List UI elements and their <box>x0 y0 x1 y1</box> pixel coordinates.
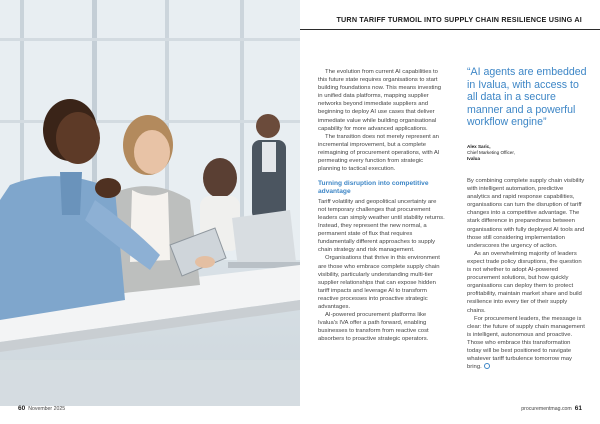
office-meeting-illustration <box>0 0 300 406</box>
article-column-2 <box>467 177 585 371</box>
quote-role: Chief Marketing Officer, <box>467 150 515 155</box>
col2-paragraph-2: As an overwhelming majority of leaders expect trade policy disruptions, the question is not whether to adopt AI-powered procurement solutions, but how quickly organisations can deploy them to protect profitability, maintain market share and build resilience into every tier of their supply chains. <box>467 250 582 314</box>
quote-attribution <box>467 144 591 162</box>
col1-paragraph-4: Organisations that thrive in this environment are those who embrace complete supply chain visibility, particularly understanding multi-tier supplier relationships that can expose hidden tariff impacts and leverage AI to transform reactive processes into proactive strategic advantages. <box>318 255 440 311</box>
folio-left <box>18 406 65 412</box>
folio-right <box>521 406 582 412</box>
col1-paragraph-1: The evolution from current AI capabilities to this future state requires organisations to start building foundations now. This means investing in unified data platforms, mapping supplier networks beyond immediate suppliers and beginning to deploy AI use cases that deliver immediate value while building organisational capability for more advanced applications. <box>318 69 442 132</box>
header-rule <box>300 29 600 30</box>
left-page-number: 60 <box>18 405 26 412</box>
running-header: TURN TARIFF TURMOIL INTO SUPPLY CHAIN RESILIENCE USING AI <box>336 15 582 24</box>
col2-paragraph-3 <box>467 315 585 372</box>
right-page-number: 61 <box>574 405 582 412</box>
col1-paragraph-2: The transition does not merely represent an incremental improvement, but a complete reimagining of procurement operations, with AI permeating every function from strategic planning to tactical execution. <box>318 133 440 173</box>
pull-quote: “AI agents are embedded in Ivalua, with access to all data in a secure manner and a powerful workflow engine” <box>467 66 587 129</box>
section-subheading: Turning disruption into competitive advantage <box>318 180 429 196</box>
issue-date: November 2025 <box>28 406 66 412</box>
quote-name: Alex Saric, <box>467 144 491 149</box>
article-end-icon <box>484 363 490 369</box>
article-column-1 <box>318 68 446 344</box>
quote-company: Ivalua <box>467 156 481 161</box>
col2-paragraph-1: By combining complete supply chain visibility with intelligent automation, predictive analytics and rapid response capabilities, organisations can turn the disruption of tariff changes into a competitive advantage. The stark difference in preparedness between organisations with fully deployed AI tools and those still considering implementation underscores the urgency of action. <box>467 178 585 249</box>
col1-paragraph-3: Tariff volatility and geopolitical uncertainty are not temporary challenges that procurement leaders can simply weather until stability returns. Instead, they represent the new normal, a permanent state of flux that requires fundamentally different approaches to supply chain strategy and risk management. <box>318 198 445 254</box>
site-name: procurementmag.com <box>521 406 572 412</box>
col2-paragraph-3-text: For procurement leaders, the message is clear: the future of supply chain management is intelligent, autonomous and proactive. Those who embrace this transformation today will be best positioned to navigate whatever tariff turbulence tomorrow may bring. <box>467 315 585 371</box>
office-meeting-photo <box>0 0 300 406</box>
col1-paragraph-5: AI-powered procurement platforms like Ivalua's IVA offer a path forward, enabling businesses to transform from reactive cost absorbers to proactive strategic operators. <box>318 312 429 343</box>
